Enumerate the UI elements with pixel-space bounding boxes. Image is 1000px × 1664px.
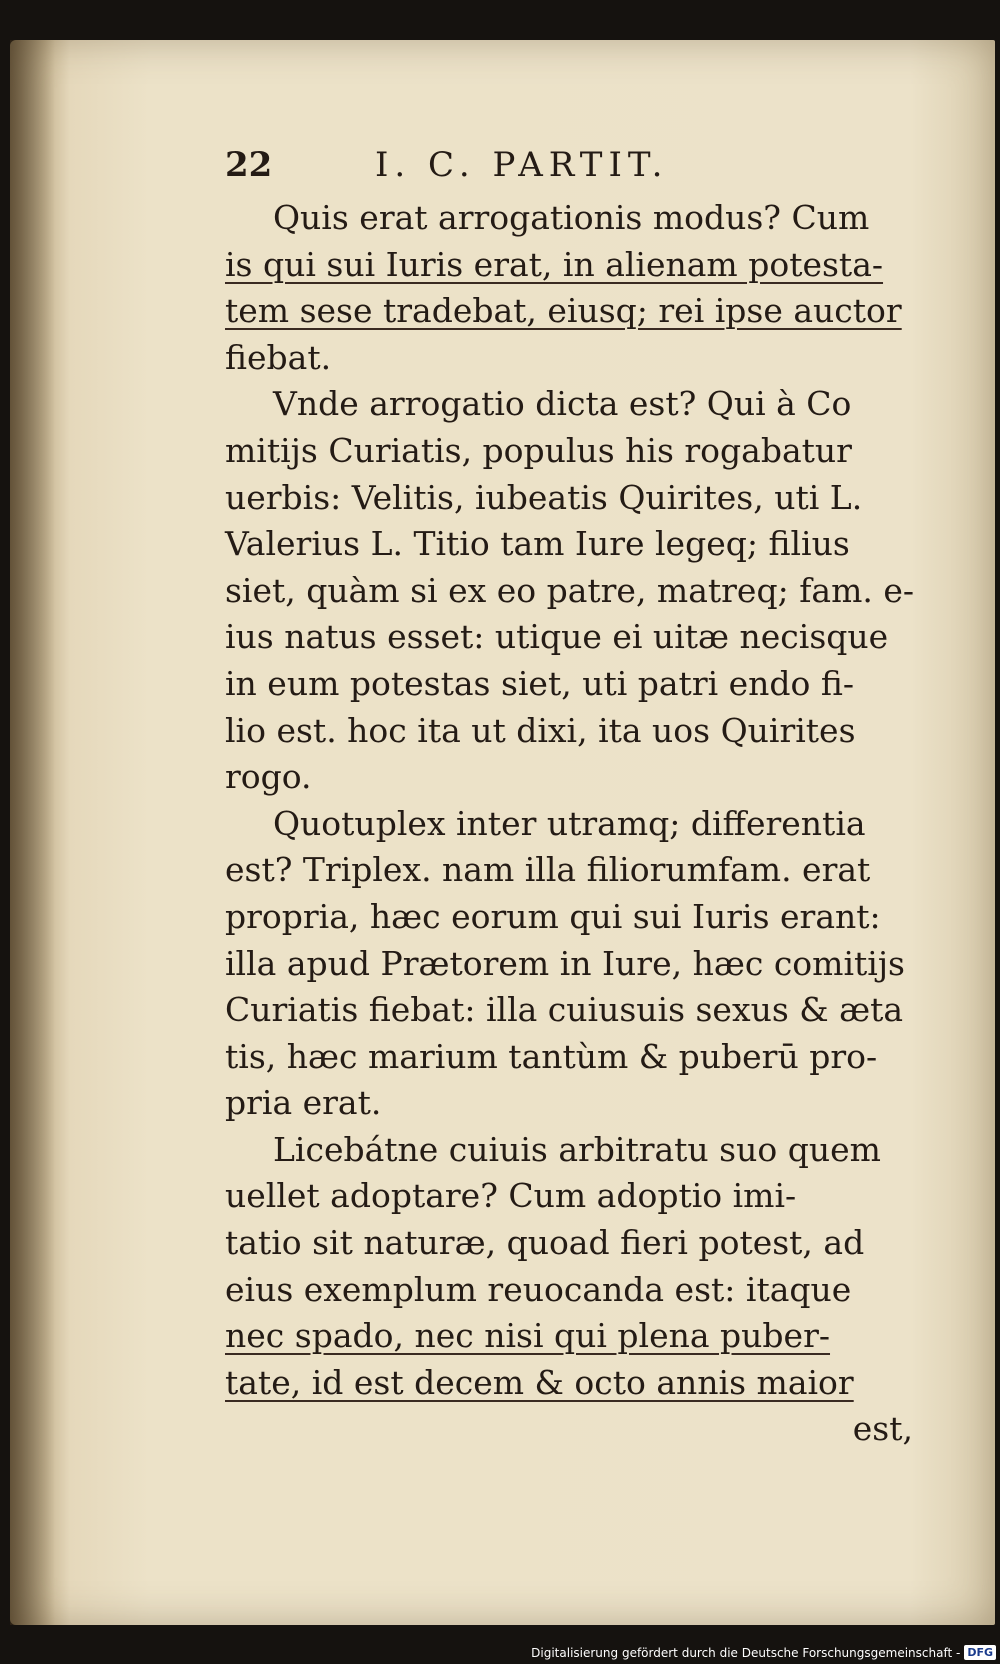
- text-line-content: Quotuplex inter utramq; differentia: [273, 803, 866, 843]
- text-line-content: mitijs Curiatis, populus his rogabatur: [225, 430, 852, 470]
- text-line: [225, 381, 925, 428]
- text-line: [225, 195, 925, 242]
- text-line-content: Licebátne cuiuis arbitratu suo quem: [273, 1129, 881, 1169]
- text-line: [225, 941, 925, 988]
- catchword: est,: [852, 1409, 913, 1449]
- text-line: [225, 568, 925, 615]
- page-number: 22: [225, 145, 273, 185]
- text-line: [225, 1360, 925, 1407]
- text-line: [225, 288, 925, 335]
- text-line-content: uerbis: Velitis, iubeatis Quirites, uti L.: [225, 477, 863, 517]
- text-line: [225, 661, 925, 708]
- running-head-title: I. C. PARTIT.: [375, 145, 669, 185]
- text-line: [225, 801, 925, 848]
- text-line: [225, 1127, 925, 1174]
- text-line-content: Curiatis fiebat: illa cuiusuis sexus & æta: [225, 990, 904, 1030]
- text-line-content: Quis erat arrogationis modus? Cum: [273, 198, 870, 237]
- text-line-content: ius natus esset: utique ei uitæ necisque: [225, 617, 889, 657]
- text-line-content: nec spado, nec nisi qui plena puber-: [225, 1316, 831, 1356]
- text-line: [225, 475, 925, 522]
- dfg-logo: DFG: [964, 1645, 996, 1660]
- text-line-content: tate, id est decem & octo annis maior: [225, 1362, 854, 1402]
- text-line-content: tem sese tradebat, eiusq; rei ipse auctor: [225, 291, 902, 331]
- text-line-content: uellet adoptare? Cum adoptio imi-: [225, 1176, 797, 1216]
- text-line: [225, 1220, 925, 1267]
- text-line: [225, 1313, 925, 1360]
- text-line: [225, 242, 925, 289]
- text-line-content: is qui sui Iuris erat, in alienam potesta-: [225, 244, 884, 284]
- text-block: [225, 145, 925, 1453]
- text-line: [225, 987, 925, 1034]
- text-line-content: pria erat.: [225, 1083, 382, 1123]
- text-line-content: in eum potestas siet, uti patri endo fi-: [225, 663, 855, 703]
- text-line-content: siet, quàm si ex eo patre, matreq; fam. e-: [225, 570, 915, 610]
- text-line-content: eius exemplum reuocanda est: itaque: [225, 1269, 852, 1309]
- text-line-content: illa apud Prætorem in Iure, hæc comitijs: [225, 943, 905, 983]
- text-line-content: Vnde arrogatio dicta est? Qui à Co: [273, 384, 852, 424]
- text-line: [225, 521, 925, 568]
- text-line: [225, 1173, 925, 1220]
- text-line-content: rogo.: [225, 757, 312, 797]
- text-line: [225, 428, 925, 475]
- text-line: [225, 1034, 925, 1081]
- text-line-content: est? Triplex. nam illa filiorumfam. erat: [225, 850, 871, 890]
- text-line-content: propria, hæc eorum qui sui Iuris erant:: [225, 896, 881, 936]
- text-line: [225, 335, 925, 382]
- text-line-content: lio est. hoc ita ut dixi, ita uos Quirites: [225, 710, 856, 750]
- text-line-content: Valerius L. Titio tam Iure legeq; filius: [225, 524, 850, 564]
- text-line-content: tatio sit naturæ, quoad fieri potest, ad: [225, 1223, 865, 1263]
- text-line-content: tis, hæc marium tantùm & puberū pro-: [225, 1036, 878, 1076]
- text-line: [225, 847, 925, 894]
- text-line: [225, 1080, 925, 1127]
- digitization-credit: [531, 1645, 996, 1660]
- text-line: [225, 894, 925, 941]
- body-text: [225, 195, 925, 1406]
- text-line: [225, 754, 925, 801]
- text-line-content: fiebat.: [225, 337, 332, 377]
- credit-text: Digitalisierung gefördert durch die Deutsche Forschungsgemeinschaft -: [531, 1645, 961, 1660]
- running-head: [225, 145, 925, 195]
- text-line: [225, 1267, 925, 1314]
- text-line: [225, 708, 925, 755]
- text-line: [225, 614, 925, 661]
